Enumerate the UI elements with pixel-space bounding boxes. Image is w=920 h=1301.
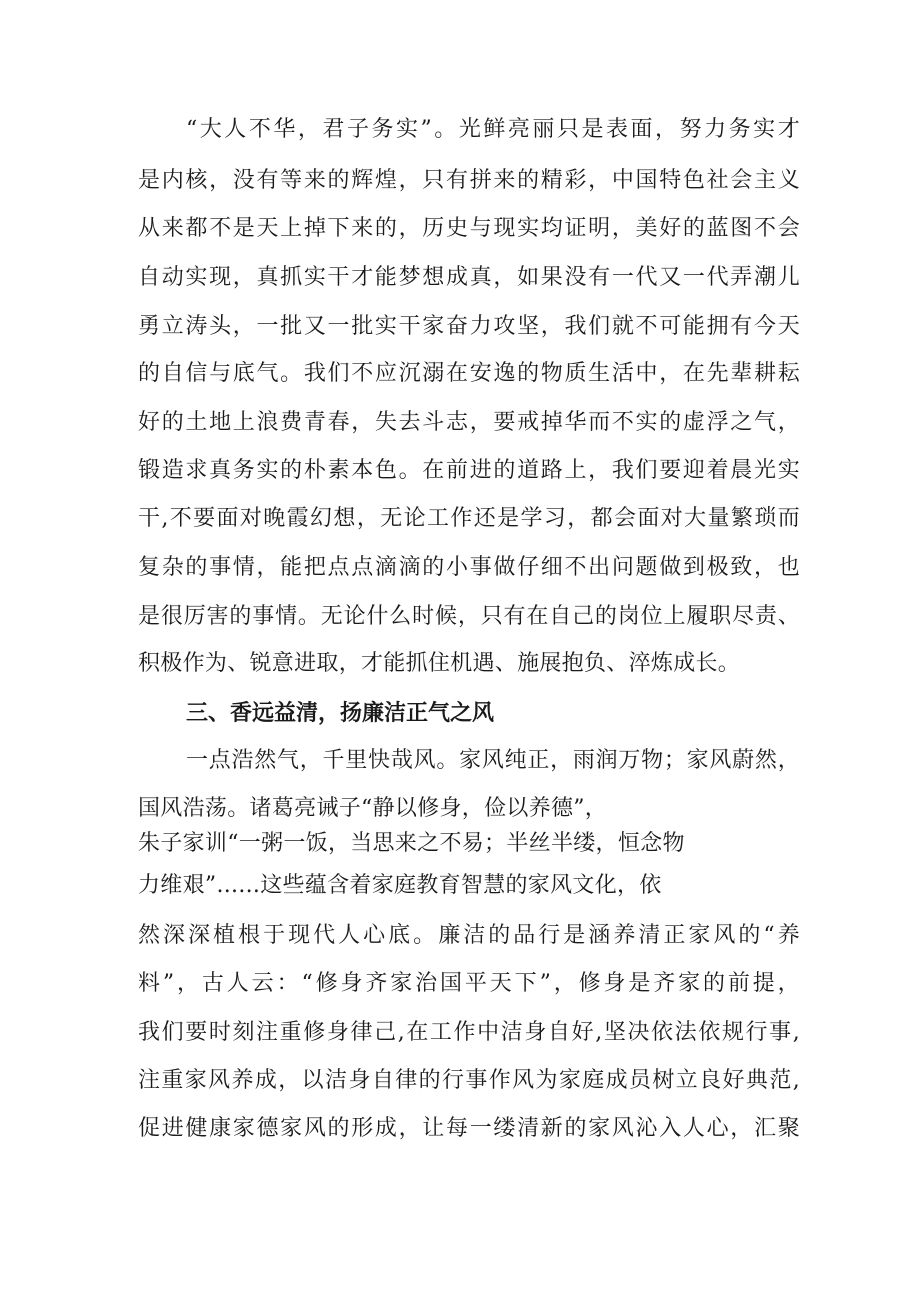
paragraph-line: 一点浩然气，千里快哉风。家风纯正，雨润万物；家风蔚然， (186, 748, 800, 773)
paragraph-line: 的自信与底气。我们不应沉溺在安逸的物质生活中，在先辈耕耘 (138, 361, 800, 386)
paragraph-line: 从来都不是天上掉下来的，历史与现实均证明，美好的蓝图不会 (138, 216, 800, 241)
paragraph-line: 勇立涛头，一批又一批实干家奋力攻坚，我们就不可能拥有今天 (138, 314, 800, 339)
paragraph-line: 朱子家训“一粥一饭，当思来之不易；半丝半缕，恒念物 (138, 831, 685, 856)
paragraph-line: 自动实现，真抓实干才能梦想成真，如果没有一代又一代弄潮儿 (138, 265, 800, 290)
paragraph-line: 锻造求真务实的朴素本色。在前进的道路上，我们要迎着晨光实 (138, 458, 800, 483)
paragraph-line: 积极作为、锐意进取，才能抓住机遇、施展抱负、淬炼成长。 (138, 651, 741, 676)
paragraph-line: 力维艰”......这些蕴含着家庭教育智慧的家风文化，依 (138, 873, 662, 898)
paragraph-line: 然深深植根于现代人心底。廉洁的品行是涵养清正家风的“养 (138, 923, 800, 948)
section-heading: 三、香远益清，扬廉洁正气之风 (186, 701, 495, 726)
paragraph-line: 好的土地上浪费青春，失去斗志，要戒掉华而不实的虚浮之气， (138, 410, 800, 435)
paragraph-line: 干,不要面对晚霞幻想，无论工作还是学习，都会面对大量繁琐而 (138, 506, 800, 531)
paragraph-line: 注重家风养成，以洁身自律的行事作风为家庭成员树立良好典范, (138, 1068, 800, 1093)
paragraph-line: 是很厉害的事情。无论什么时候，只有在自己的岗位上履职尽责、 (138, 604, 800, 629)
paragraph-line: 料”，古人云：“修身齐家治国平天下”，修身是齐家的前提， (138, 971, 800, 996)
paragraph-line: 复杂的事情，能把点点滴滴的小事做仔细不出问题做到极致，也 (138, 555, 800, 580)
paragraph-line: 是内核，没有等来的辉煌，只有拼来的精彩，中国特色社会主义 (138, 168, 800, 193)
paragraph-line: 我们要时刻注重修身律己,在工作中洁身自好,坚决依法依规行事, (138, 1020, 800, 1045)
paragraph-line: 促进健康家德家风的形成，让每一缕清新的家风沁入人心，汇聚 (138, 1116, 800, 1141)
paragraph-line: 国风浩荡。诸葛亮诫子“静以修身，俭以养德”， (138, 796, 608, 821)
paragraph-line: “大人不华，君子务实”。光鲜亮丽只是表面，努力务实才 (186, 117, 800, 142)
